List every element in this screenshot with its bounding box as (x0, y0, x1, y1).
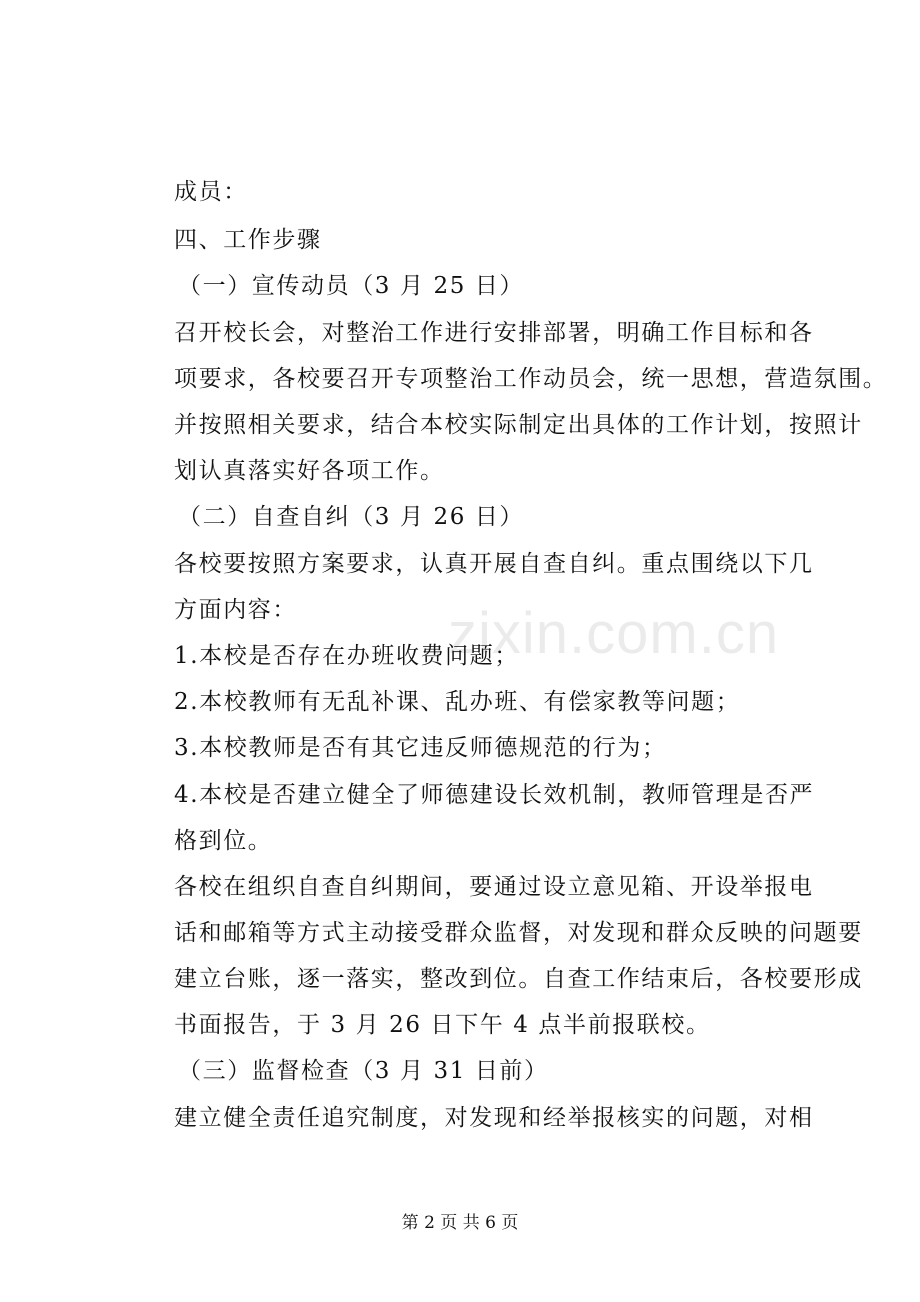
paragraph-line: 建立台账，逐一落实，整改到位。自查工作结束后，各校要形成 (174, 966, 863, 992)
watermark: zixin.com.cn (448, 601, 780, 666)
paragraph-line: 划认真落实好各项工作。 (174, 458, 445, 484)
list-item-continuation: 格到位。 (174, 828, 273, 854)
paragraph-line: 项要求，各校要召开专项整治工作动员会，统一思想，营造氛围。 (174, 366, 888, 392)
list-item: 3.本校教师是否有其它违反师德规范的行为； (174, 735, 667, 761)
paragraph-line: 并按照相关要求，结合本校实际制定出具体的工作计划，按照计 (174, 412, 863, 438)
paragraph-line: 各校在组织自查自纠期间，要通过设立意见箱、开设举报电 (174, 874, 814, 900)
page-footer: 第 2 页 共 6 页 (401, 1213, 519, 1233)
list-item: 2.本校教师有无乱补课、乱办班、有偿家教等问题； (174, 689, 741, 715)
list-item: 4.本校是否建立健全了师德建设长效机制，教师管理是否严 (174, 782, 815, 808)
paragraph-line: 各校要按照方案要求，认真开展自查自纠。重点围绕以下几 (174, 551, 814, 577)
text-line-members: 成员： (174, 179, 248, 205)
paragraph-line: 召开校长会，对整治工作进行安排部署，明确工作目标和各 (174, 320, 814, 346)
list-item: 1.本校是否存在办班收费问题； (174, 643, 519, 669)
subheading-publicity: （一）宣传动员（3 月 25 日） (178, 273, 525, 299)
subheading-supervision: （三）监督检查（3 月 31 日前） (178, 1058, 549, 1084)
subheading-self-check: （二）自查自纠（3 月 26 日） (178, 504, 525, 530)
paragraph-line: 方面内容： (174, 597, 297, 623)
paragraph-line: 建立健全责任追究制度，对发现和经举报核实的问题，对相 (174, 1105, 814, 1131)
paragraph-line: 书面报告，于 3 月 26 日下午 4 点半前报联校。 (174, 1012, 711, 1038)
paragraph-line: 话和邮箱等方式主动接受群众监督，对发现和群众反映的问题要 (174, 920, 863, 946)
section-heading-work-steps: 四、工作步骤 (174, 227, 322, 253)
